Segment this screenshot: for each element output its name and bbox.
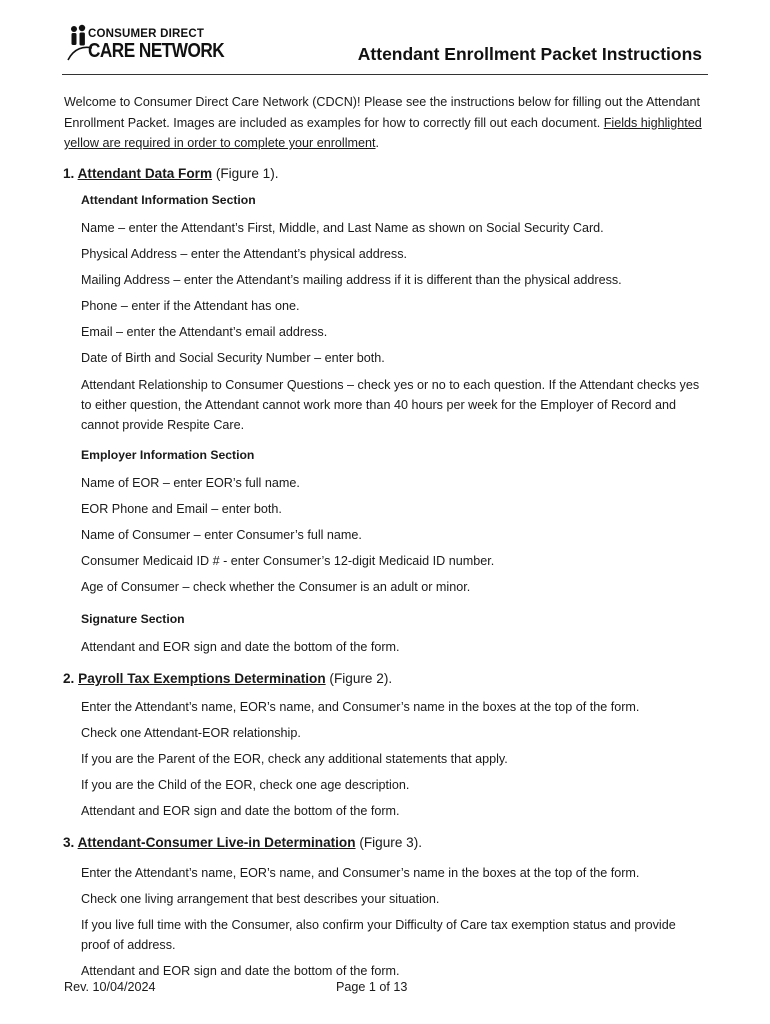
section-3-line: If you live full time with the Consumer, also confirm your Difficulty of Care tax exemption status and provide proof of address. — [81, 918, 676, 952]
section-3-line: Attendant and EOR sign and date the bottom of the form. — [81, 964, 400, 978]
section-2-number: 2. — [63, 671, 79, 686]
section-2-line: Enter the Attendant’s name, EOR’s name, and Consumer’s name in the boxes at the top of the form. — [81, 700, 640, 714]
section-3-figure: (Figure 3). — [355, 835, 423, 850]
attendant-info-line: Physical Address – enter the Attendant’s physical address. — [81, 247, 407, 261]
employer-info-line: Name of Consumer – enter Consumer’s full name. — [81, 528, 362, 542]
signature-heading: Signature Section — [81, 612, 185, 626]
employer-info-line: Age of Consumer – check whether the Consumer is an adult or minor. — [81, 580, 471, 594]
employer-info-line: Consumer Medicaid ID # - enter Consumer’s 12-digit Medicaid ID number. — [81, 554, 495, 568]
revision-date: Rev. 10/04/2024 — [64, 980, 156, 994]
attendant-info-line: Phone – enter if the Attendant has one. — [81, 299, 300, 313]
section-2-heading — [63, 671, 392, 686]
employer-info-heading: Employer Information Section — [81, 448, 255, 462]
document-title: Attendant Enrollment Packet Instructions — [357, 44, 702, 64]
signature-line: Attendant and EOR sign and date the bottom of the form. — [81, 640, 400, 654]
section-3-number: 3. — [63, 835, 78, 850]
section-3-line: Enter the Attendant’s name, EOR’s name, and Consumer’s name in the boxes at the top of the form. — [81, 866, 640, 880]
logo-line-1: CONSUMER DIRECT — [88, 28, 205, 40]
section-3-line: Check one living arrangement that best describes your situation. — [81, 892, 440, 906]
section-3-heading — [63, 835, 422, 850]
section-1-title: Attendant Data Form — [77, 166, 213, 181]
attendant-info-line: Name – enter the Attendant’s First, Middle, and Last Name as shown on Social Security Card. — [81, 221, 604, 235]
attendant-info-line: Attendant Relationship to Consumer Questions – check yes or no to each question. If the Attendant checks yes to either question, the Attendant cannot work more than 40 hours per week for the Employer of Record and cannot provide Respite Care. — [81, 378, 700, 432]
section-2-title: Payroll Tax Exemptions Determination — [78, 671, 326, 686]
attendant-info-line: Date of Birth and Social Security Number – enter both. — [81, 351, 385, 365]
intro-text: Welcome to Consumer Direct Care Network (CDCN)! Please see the instructions below for filling out the Attendant Enrollment Packet. Images are included as examples for how to correctly fill out each document. — [64, 95, 701, 130]
intro-paragraph — [64, 92, 714, 154]
attendant-info-heading: Attendant Information Section — [81, 193, 256, 207]
section-2-line: If you are the Child of the EOR, check one age description. — [81, 778, 410, 792]
section-2-line: Check one Attendant-EOR relationship. — [81, 726, 301, 740]
attendant-info-line: Mailing Address – enter the Attendant’s mailing address if it is different than the physical address. — [81, 273, 622, 287]
employer-info-line: Name of EOR – enter EOR’s full name. — [81, 476, 300, 490]
section-2-line: If you are the Parent of the EOR, check any additional statements that apply. — [81, 752, 508, 766]
header-divider — [62, 74, 708, 75]
intro-end: . — [375, 136, 379, 150]
section-1-figure: (Figure 1). — [212, 166, 279, 181]
section-2-figure: (Figure 2). — [325, 671, 393, 686]
required-fields-note: Fields highlighted yellow are required in order to complete your enrollment — [64, 115, 702, 150]
section-3-title: Attendant-Consumer Live-in Determination — [77, 835, 356, 850]
cdcn-logo — [66, 22, 226, 70]
page-number: Page 1 of 13 — [336, 980, 408, 994]
employer-info-line: EOR Phone and Email – enter both. — [81, 502, 282, 516]
logo-line-2: CARE NETWORK — [88, 40, 225, 62]
section-1-number: 1. — [63, 166, 78, 181]
section-2-line: Attendant and EOR sign and date the bottom of the form. — [81, 804, 400, 818]
section-1-heading — [63, 166, 279, 181]
attendant-info-line: Email – enter the Attendant’s email address. — [81, 325, 328, 339]
